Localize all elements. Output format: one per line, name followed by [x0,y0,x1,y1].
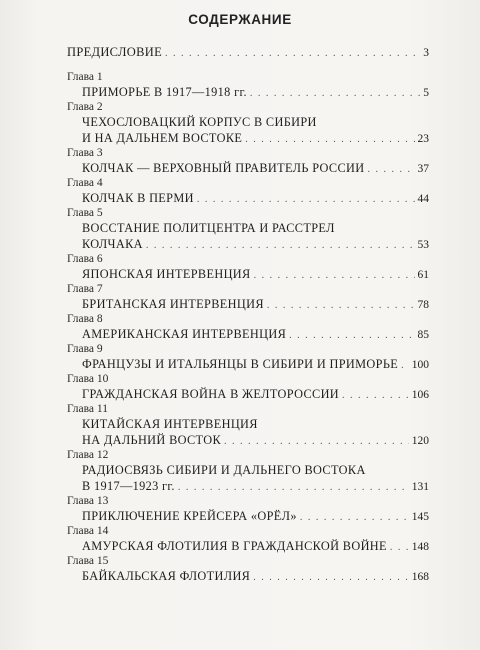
chapter-number: Глава 13 [67,495,109,507]
chapter-title-row [67,326,429,342]
chapter-title-line: ВОССТАНИЕ ПОЛИТЦЕНТРА И РАССТРЕЛ [82,221,335,235]
chapter-page-number: 61 [417,269,429,281]
chapter-title-line: ФРАНЦУЗЫ И ИТАЛЬЯНЦЫ В СИБИРИ И ПРИМОРЬЕ [82,357,399,371]
chapter-title-row [67,130,429,146]
chapter-title-row [67,266,429,282]
chapter-title-row [67,296,429,312]
chapter-title-row [67,568,429,584]
chapter-page-number: 78 [417,299,429,311]
toc-title: СОДЕРЖАНИЕ [188,12,292,27]
chapter-page-number: 100 [411,359,429,371]
toc-entry-chapter [67,312,429,342]
toc-entry-chapter [67,372,429,402]
toc-entry-chapter [67,252,429,282]
chapter-page-number: 53 [417,239,429,251]
chapter-list [67,70,429,584]
chapter-title-line: ПРИКЛЮЧЕНИЕ КРЕЙСЕРА «ОРЁЛ» [82,509,297,523]
chapter-page-number: 120 [411,435,429,447]
dot-leader [165,45,420,62]
chapter-title-line: БАЙКАЛЬСКАЯ ФЛОТИЛИЯ [82,569,251,583]
toc-entry-chapter [67,524,429,554]
chapter-title-line: ПРИМОРЬЕ В 1917—1918 гг. [82,85,247,99]
chapter-title-line: АМУРСКАЯ ФЛОТИЛИЯ В ГРАЖДАНСКОЙ ВОЙНЕ [82,539,387,553]
chapter-title-row [67,508,429,524]
chapter-page-number: 5 [423,87,429,99]
chapter-page-number: 85 [417,329,429,341]
chapter-title-line: ЯПОНСКАЯ ИНТЕРВЕНЦИЯ [82,267,251,281]
chapter-number: Глава 7 [67,283,103,295]
chapter-title-row [67,356,429,372]
chapter-page-number: 44 [417,193,429,205]
chapter-number: Глава 10 [67,373,109,385]
chapter-number: Глава 14 [67,525,109,537]
toc-entry-chapter [67,342,429,372]
toc-entry-chapter [67,448,429,494]
chapter-title-line: КОЛЧАКА [82,237,143,251]
chapter-page-number: 37 [417,163,429,175]
toc-entry-chapter [67,100,429,146]
chapter-title-line: ЧЕХОСЛОВАЦКИЙ КОРПУС В СИБИРИ [82,115,317,129]
chapter-title-line: КИТАЙСКАЯ ИНТЕРВЕНЦИЯ [82,417,258,431]
toc-entry-chapter [67,146,429,176]
chapter-title-line: БРИТАНСКАЯ ИНТЕРВЕНЦИЯ [82,297,264,311]
chapter-number: Глава 15 [67,555,109,567]
chapter-title-line: ГРАЖДАНСКАЯ ВОЙНА В ЖЕЛТОРОССИИ [82,387,340,401]
chapter-page-number: 168 [411,571,429,583]
chapter-title-row [67,432,429,448]
chapter-title-row [67,386,429,402]
chapter-page-number: 131 [411,481,429,493]
chapter-title-row [67,478,429,494]
toc-entry-preface [67,44,429,61]
chapter-title-line: КОЛЧАК — ВЕРХОВНЫЙ ПРАВИТЕЛЬ РОССИИ [82,161,365,175]
chapter-number: Глава 2 [67,101,103,113]
toc-entry-chapter [67,402,429,448]
chapter-number: Глава 6 [67,253,103,265]
chapter-number: Глава 11 [67,403,108,415]
chapter-title-row [67,236,429,252]
chapter-title-row [67,538,429,554]
chapter-title-line: КОЛЧАК В ПЕРМИ [82,191,194,205]
toc-entry-chapter [67,70,429,100]
chapter-number: Глава 3 [67,147,103,159]
table-of-contents [67,44,429,584]
chapter-number: Глава 9 [67,343,103,355]
chapter-title-row [67,84,429,100]
chapter-title-line: РАДИОСВЯЗЬ СИБИРИ И ДАЛЬНЕГО ВОСТОКА [82,463,366,477]
dot-leader [253,570,409,586]
chapter-page-number: 145 [411,511,429,523]
chapter-page-number: 23 [417,133,429,145]
chapter-title-line: НА ДАЛЬНИЙ ВОСТОК [82,433,222,447]
chapter-title-row [67,160,429,176]
chapter-number: Глава 4 [67,177,103,189]
toc-entry-chapter [67,282,429,312]
chapter-title-row [67,190,429,206]
chapter-number: Глава 8 [67,313,103,325]
toc-entry-chapter [67,554,429,584]
chapter-title-line: И НА ДАЛЬНЕМ ВОСТОКЕ [82,131,243,145]
chapter-title-line: В 1917—1923 гг. [82,479,175,493]
chapter-number: Глава 12 [67,449,109,461]
preface-label: ПРЕДИСЛОВИЕ [67,45,162,59]
chapter-page-number: 148 [411,541,429,553]
chapter-number: Глава 1 [67,71,103,83]
chapter-page-number: 106 [411,389,429,401]
chapter-number: Глава 5 [67,207,103,219]
chapter-title-line: АМЕРИКАНСКАЯ ИНТЕРВЕНЦИЯ [82,327,287,341]
preface-page-number: 3 [423,47,429,59]
toc-entry-chapter [67,206,429,252]
toc-entry-chapter [67,176,429,206]
toc-entry-chapter [67,494,429,524]
